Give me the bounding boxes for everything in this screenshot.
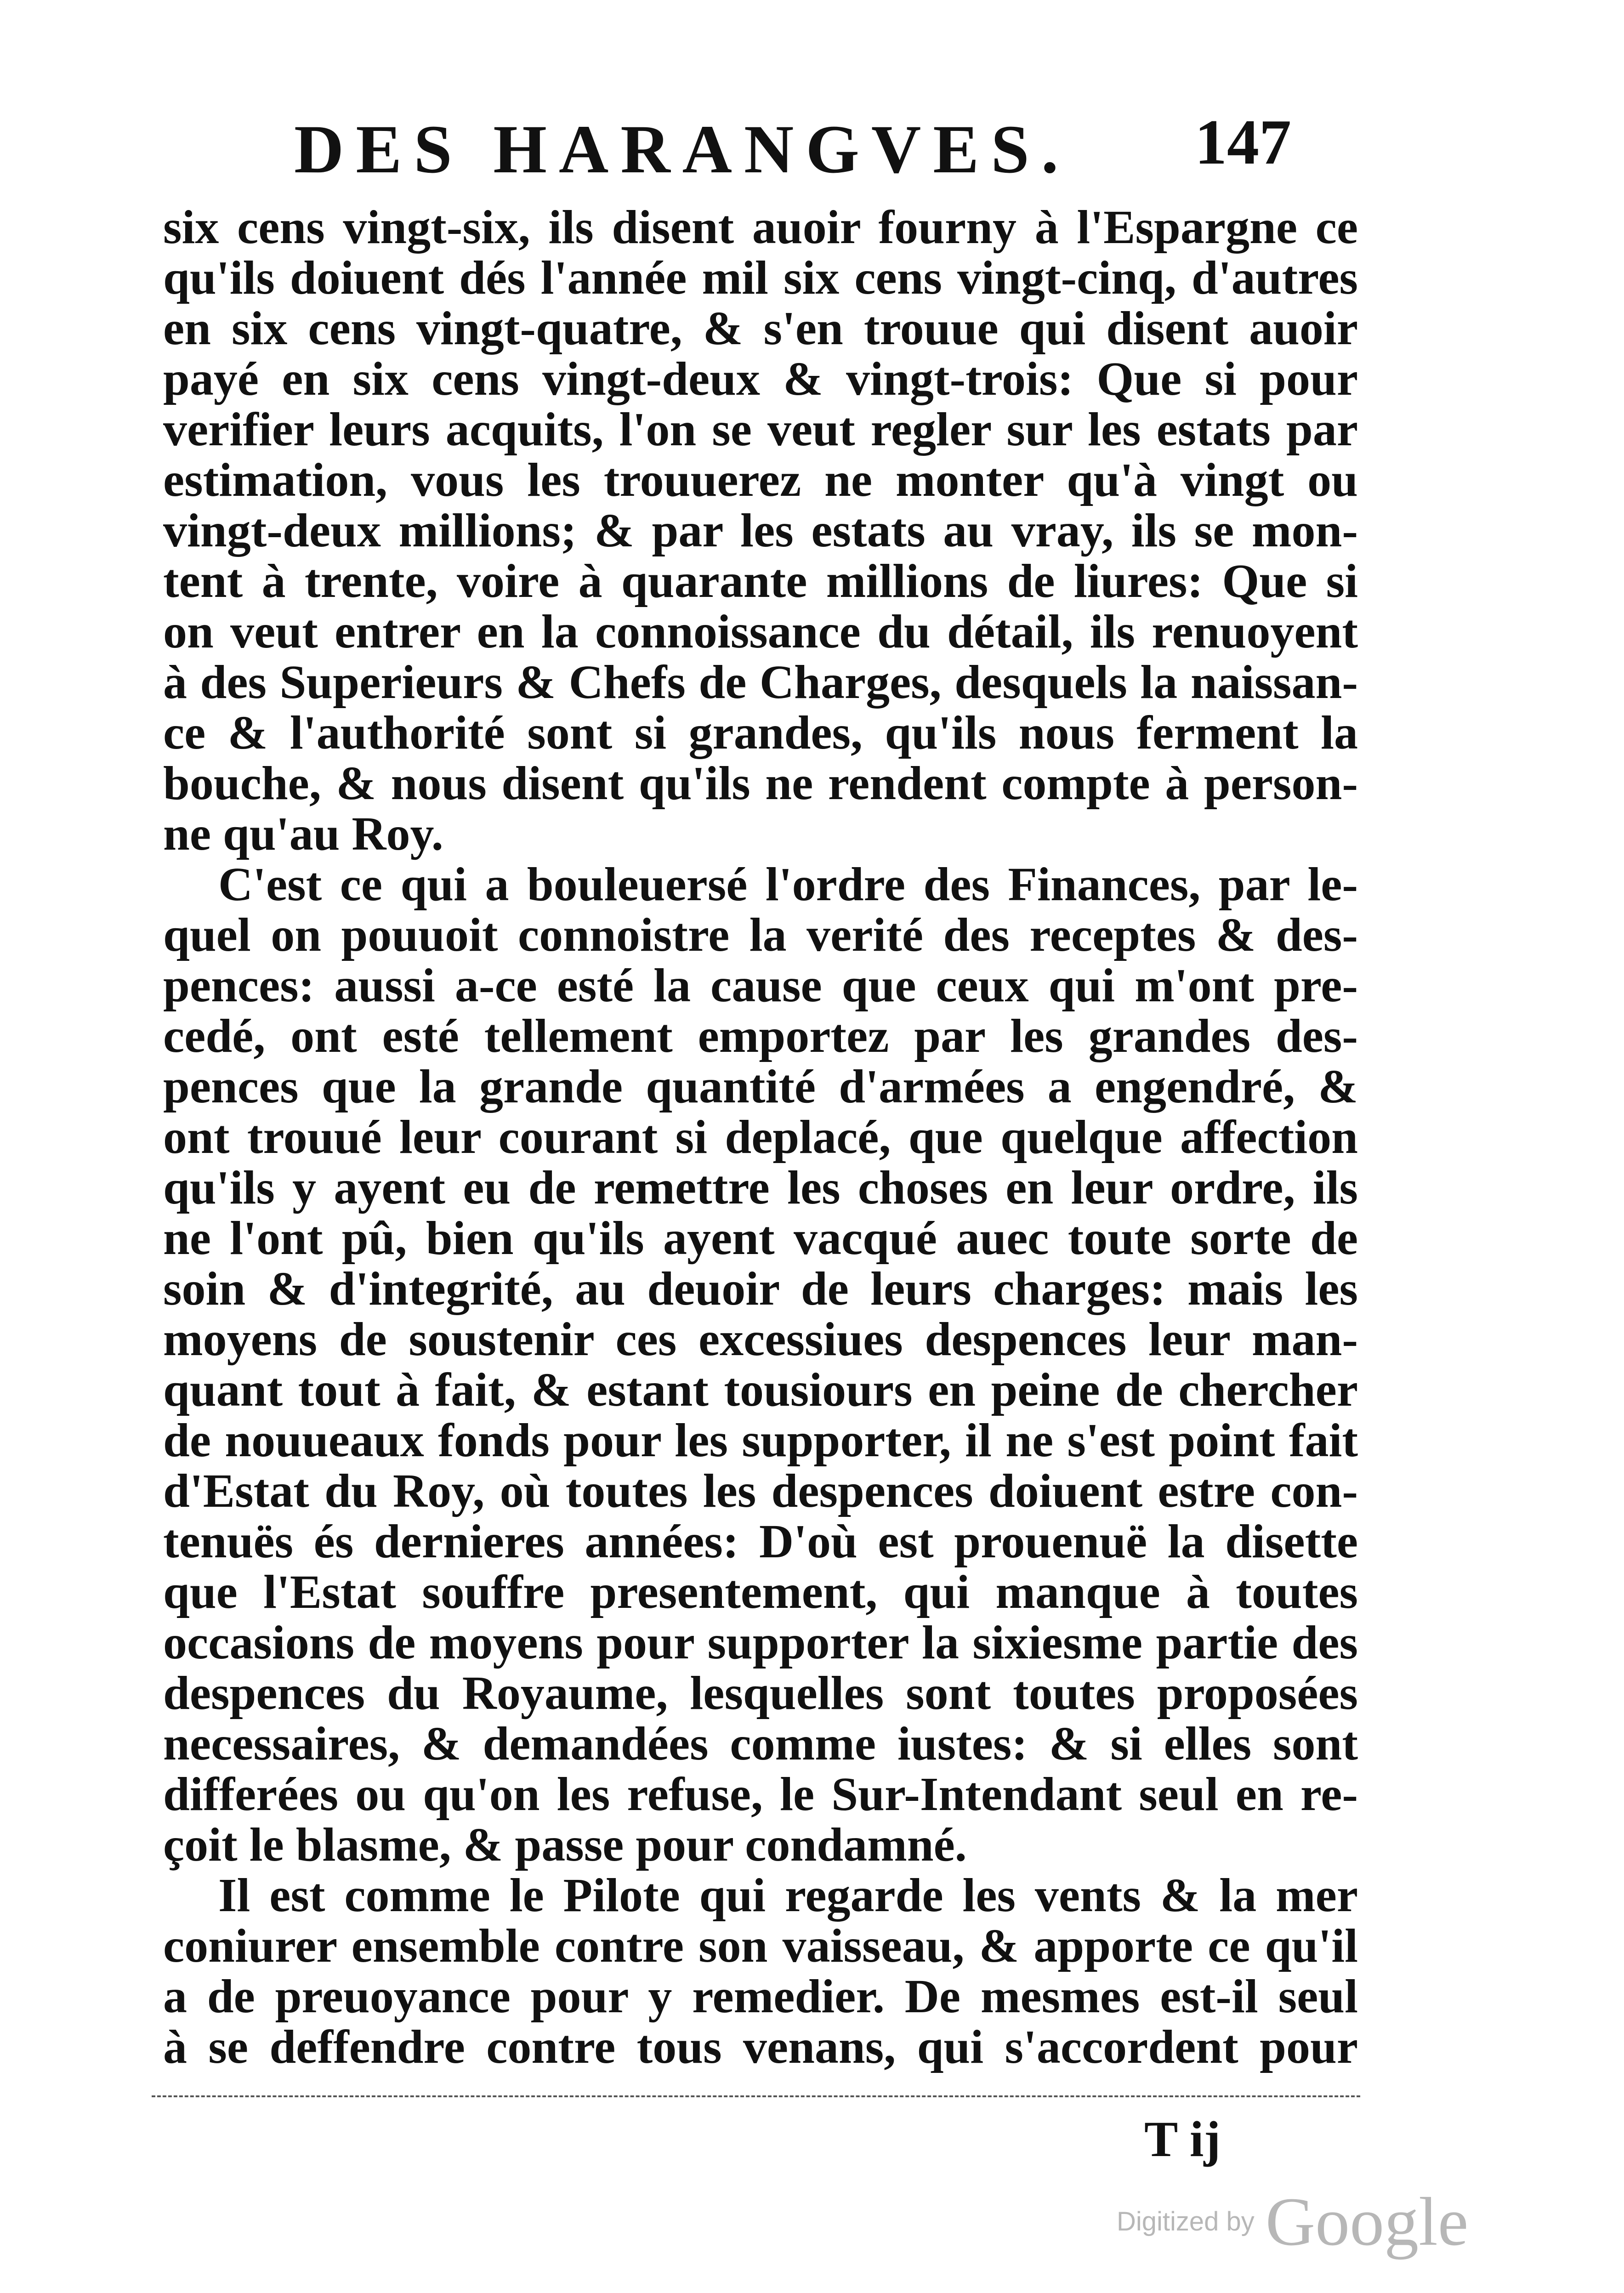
text-line: estimation, vous les trouuerez ne monter qu'à vingt ou xyxy=(163,454,1358,506)
text-line: verifier leurs acquits, l'on se veut regler sur les estats par xyxy=(163,403,1358,456)
watermark-brand: Google xyxy=(1265,2184,1469,2260)
text-line: six cens vingt-six, ils disent auoir fourny à l'Espargne ce xyxy=(163,201,1358,254)
text-line: tenuës és dernieres années: D'où est prouenuë la disette xyxy=(163,1515,1358,1568)
text-line: necessaires, & demandées comme iustes: & si elles sont xyxy=(163,1717,1358,1770)
text-line: soin & d'integrité, au deuoir de leurs charges: mais les xyxy=(163,1262,1358,1315)
text-line: ne l'ont pû, bien qu'ils ayent vacqué auec toute sorte de xyxy=(163,1212,1358,1265)
text-line: on veut entrer en la connoissance du détail, ils renuoyent xyxy=(163,605,1358,658)
watermark-digitized-by: Digitized by xyxy=(1117,2207,1255,2236)
text-line: pences que la grande quantité d'armées a engendré, & xyxy=(163,1060,1358,1113)
text-line: vingt-deux millions; & par les estats au vray, ils se mon- xyxy=(163,504,1358,557)
text-line: payé en six cens vingt-deux & vingt-trois: Que si pour xyxy=(163,352,1358,405)
text-line: quant tout à fait, & estant tousiours en peine de chercher xyxy=(163,1363,1358,1416)
text-line: en six cens vingt-quatre, & s'en trouue qui disent auoir xyxy=(163,302,1358,355)
text-line: despences du Royaume, lesquelles sont toutes proposées xyxy=(163,1667,1358,1720)
page-number: 147 xyxy=(1195,107,1291,178)
text-line: qu'ils y ayent eu de remettre les choses en leur ordre, ils xyxy=(163,1161,1358,1214)
text-line: a de preuoyance pour y remedier. De mesmes est-il seul xyxy=(163,1970,1358,2023)
text-line: bouche, & nous disent qu'ils ne rendent compte à person- xyxy=(163,757,1358,810)
text-line: de nouueaux fonds pour les supporter, il ne s'est point fait xyxy=(163,1414,1358,1467)
text-line: à se deffendre contre tous venans, qui s'accordent pour xyxy=(163,2021,1358,2073)
text-line: d'Estat du Roy, où toutes les despences doiuent estre con- xyxy=(163,1464,1358,1517)
bottom-rule xyxy=(152,2095,1360,2097)
text-line: pences: aussi a-ce esté la cause que ceux qui m'ont pre- xyxy=(163,959,1358,1012)
text-line: tent à trente, voire à quarante millions de liures: Que si xyxy=(163,555,1358,607)
text-line: moyens de soustenir ces excessiues despences leur man- xyxy=(163,1313,1358,1366)
text-line: ne qu'au Roy. xyxy=(163,807,443,860)
text-line: cedé, ont esté tellement emportez par les grandes des- xyxy=(163,1010,1358,1062)
text-line: çoit le blasme, & passe pour condamné. xyxy=(163,1818,967,1871)
digitization-watermark xyxy=(1117,2184,1469,2260)
running-header-title: DES HARANGVES. xyxy=(294,111,1071,187)
text-line: que l'Estat souffre presentement, qui manque à toutes xyxy=(163,1566,1358,1618)
signature-mark: T ij xyxy=(1144,2111,1221,2167)
text-line: Il est comme le Pilote qui regarde les vents & la mer xyxy=(218,1869,1358,1922)
text-line: ce & l'authorité sont si grandes, qu'ils nous ferment la xyxy=(163,706,1358,759)
text-line: à des Superieurs & Chefs de Charges, desquels la naissan- xyxy=(163,656,1358,709)
body-text xyxy=(163,202,1358,2072)
text-line: differées ou qu'on les refuse, le Sur-Intendant seul en re- xyxy=(163,1768,1358,1821)
text-line: coniurer ensemble contre son vaisseau, & apporte ce qu'il xyxy=(163,1919,1358,1972)
text-line: quel on pouuoit connoistre la verité des receptes & des- xyxy=(163,908,1358,961)
text-line: ont trouué leur courant si deplacé, que quelque affection xyxy=(163,1111,1358,1164)
text-line: qu'ils doiuent dés l'année mil six cens vingt-cinq, d'autres xyxy=(163,251,1358,304)
text-line: occasions de moyens pour supporter la sixiesme partie des xyxy=(163,1616,1358,1669)
text-line: C'est ce qui a bouleuersé l'ordre des Finances, par le- xyxy=(218,858,1358,911)
